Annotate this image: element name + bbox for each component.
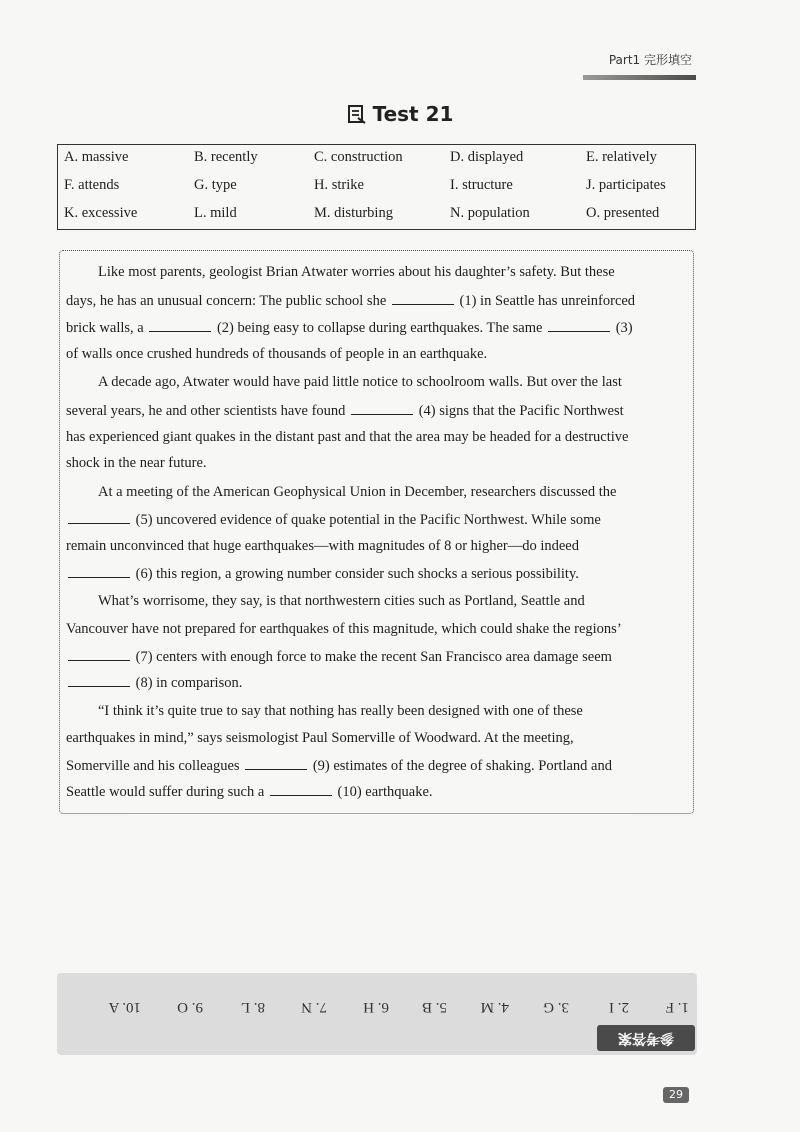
test-title — [0, 102, 800, 126]
test-title-text: Test 21 — [372, 102, 454, 126]
blank-2[interactable] — [149, 318, 211, 332]
blank-10[interactable] — [270, 782, 332, 796]
answer-row — [57, 991, 697, 1021]
passage-line: “I think it’s quite true to say that nothing has really been designed with one of these — [98, 703, 583, 719]
blank-7[interactable] — [68, 647, 130, 661]
answer-item: 4. M — [480, 999, 509, 1015]
answer-item: 10. A — [108, 999, 141, 1015]
header-bar — [583, 75, 696, 80]
passage-line: At a meeting of the American Geophysical Union in December, researchers discussed the — [98, 484, 617, 500]
word-option: I. structure — [450, 177, 513, 193]
section-label: Part1 完形填空 — [608, 53, 692, 67]
word-option: D. displayed — [450, 149, 524, 165]
word-option: H. strike — [314, 177, 364, 193]
blank-4[interactable] — [351, 401, 413, 415]
passage-line: brick walls, a (2) being easy to collapse during earthquakes. The same (3) — [66, 320, 633, 336]
blank-8[interactable] — [68, 673, 130, 687]
passage-line: (5) uncovered evidence of quake potential in the Pacific Northwest. While some — [66, 510, 601, 529]
word-option: N. population — [450, 205, 530, 221]
passage-line: Vancouver have not prepared for earthquakes of this magnitude, which could shake the regions’ — [66, 621, 622, 637]
passage-line: What’s worrisome, they say, is that northwestern cities such as Portland, Seattle and — [98, 593, 585, 609]
passage-line: A decade ago, Atwater would have paid little notice to schoolroom walls. But over the last — [98, 374, 622, 390]
passage-line: has experienced giant quakes in the distant past and that the area may be headed for a destructive — [66, 429, 629, 445]
word-option: K. excessive — [64, 205, 138, 221]
word-option: A. massive — [64, 149, 129, 165]
passage-line: shock in the near future. — [66, 455, 207, 471]
passage-line: (6) this region, a growing number consider such shocks a serious possibility. — [66, 564, 579, 583]
blank-9[interactable] — [245, 756, 307, 770]
section-header — [583, 51, 696, 80]
answer-item: 3. G — [543, 999, 569, 1015]
word-option: L. mild — [194, 205, 237, 221]
passage-line: Somerville and his colleagues (9) estimates of the degree of shaking. Portland and — [66, 758, 612, 774]
word-option: F. attends — [64, 177, 120, 193]
word-option: E. relatively — [586, 149, 657, 165]
answer-key — [57, 973, 697, 1055]
passage-line: (8) in comparison. — [66, 673, 242, 692]
passage-line: Seattle would suffer during such a (10) earthquake. — [66, 784, 433, 800]
answer-item: 9. O — [177, 999, 203, 1015]
word-option: B. recently — [194, 149, 258, 165]
blank-6[interactable] — [68, 564, 130, 578]
blank-3[interactable] — [548, 318, 610, 332]
answer-key-label: 参考答案 — [597, 1025, 695, 1051]
word-option: M. disturbing — [314, 205, 393, 221]
page-number: 29 — [663, 1087, 689, 1103]
passage-line: Like most parents, geologist Brian Atwater worries about his daughter’s safety. But these — [98, 264, 615, 280]
answer-item: 1. F — [665, 999, 689, 1015]
answer-item: 2. I — [609, 999, 629, 1015]
passage-line: earthquakes in mind,” says seismologist Paul Somerville of Woodward. At the meeting, — [66, 730, 574, 746]
document-icon — [347, 104, 367, 124]
word-option: J. participates — [586, 177, 666, 193]
answer-item: 8. L — [240, 999, 265, 1015]
passage-box — [59, 250, 694, 814]
word-option: G. type — [194, 177, 237, 193]
passage-line: remain unconvinced that huge earthquakes—with magnitudes of 8 or higher—do indeed — [66, 538, 579, 554]
answer-item: 7. N — [301, 999, 327, 1015]
word-option: O. presented — [586, 205, 660, 221]
passage-line: days, he has an unusual concern: The public school she (1) in Seattle has unreinforced — [66, 293, 636, 309]
word-bank — [57, 144, 696, 230]
passage-line: of walls once crushed hundreds of thousands of people in an earthquake. — [66, 346, 488, 362]
word-option: C. construction — [314, 149, 403, 165]
answer-item: 6. H — [363, 999, 389, 1015]
answer-item: 5. B — [421, 999, 447, 1015]
passage-line: several years, he and other scientists have found (4) signs that the Pacific Northwest — [66, 403, 624, 419]
blank-1[interactable] — [392, 291, 454, 305]
blank-5[interactable] — [68, 510, 130, 524]
passage-line: (7) centers with enough force to make the recent San Francisco area damage seem — [66, 647, 612, 666]
